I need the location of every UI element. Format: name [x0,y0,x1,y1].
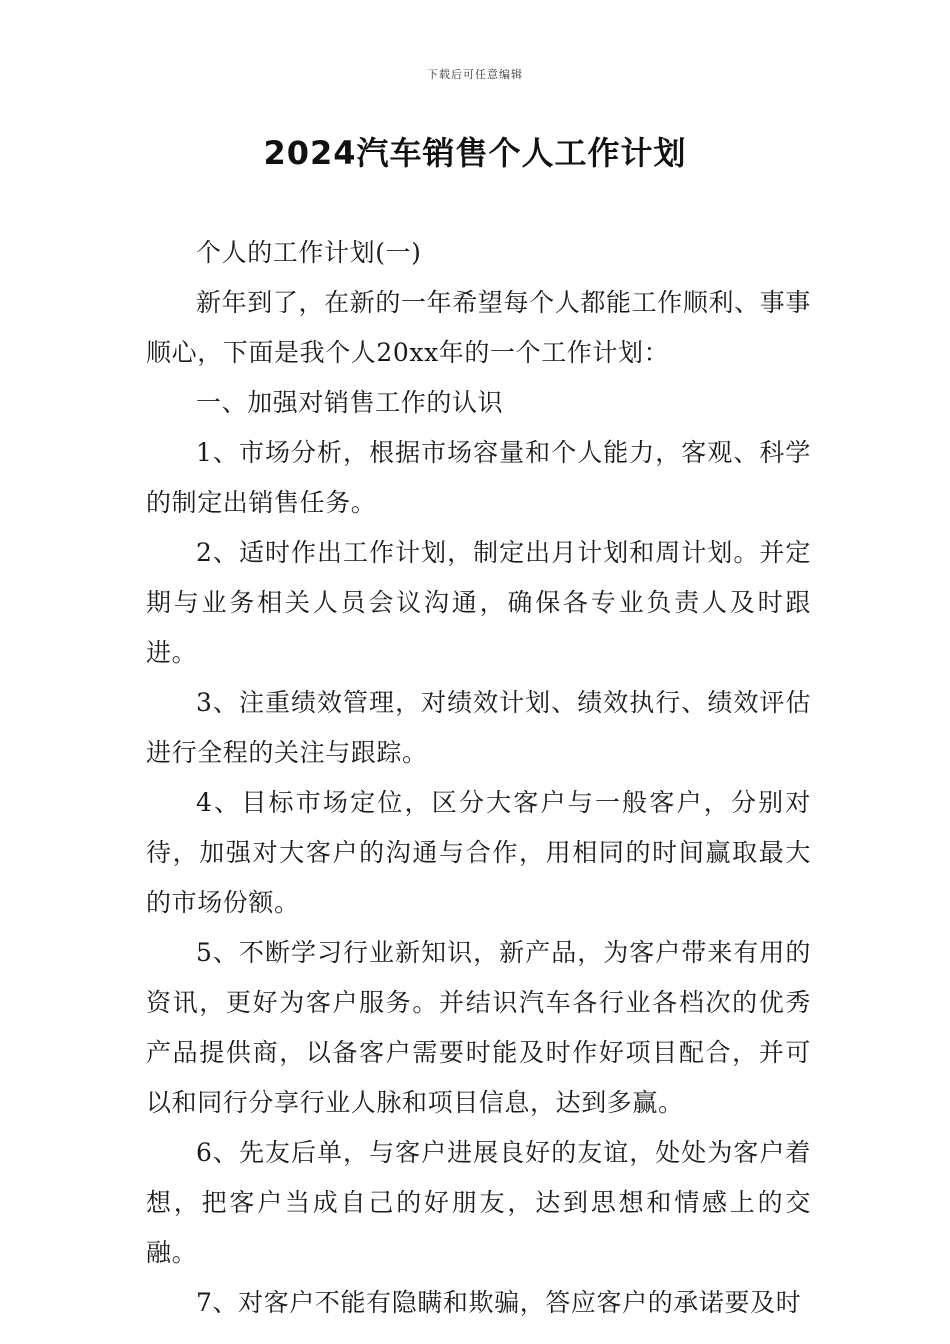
paragraph-item-5: 5、不断学习行业新知识，新产品，为客户带来有用的资讯，更好为客户服务。并结识汽车各行业各档次的优秀产品提供商，以备客户需要时能及时作好项目配合，并可以和同行分享行业人脉和项目信息，达到多赢。 [146,938,811,1117]
paragraph-item-4: 4、目标市场定位，区分大客户与一般客户，分别对待，加强对大客户的沟通与合作，用相同的时间赢取最大的市场份额。 [146,788,811,917]
paragraph-item-2: 2、适时作出工作计划，制定出月计划和周计划。并定期与业务相关人员会议沟通，确保各专业负责人及时跟进。 [146,538,811,667]
paragraph-intro: 新年到了，在新的一年希望每个人都能工作顺利、事事顺心，下面是我个人20xx年的一个工作计划： [146,288,811,367]
paragraph-item-3: 3、注重绩效管理，对绩效计划、绩效执行、绩效评估进行全程的关注与跟踪。 [146,688,811,767]
paragraph-subheading: 一、加强对销售工作的认识 [196,388,504,417]
paragraph-section-heading: 个人的工作计划(一) [196,238,422,267]
paragraph-item-1: 1、市场分析，根据市场容量和个人能力，客观、科学的制定出销售任务。 [146,438,811,517]
document-body [146,228,811,1328]
paragraph-item-6: 6、先友后单，与客户进展良好的友谊，处处为客户着想，把客户当成自己的好朋友，达到思想和情感上的交融。 [146,1138,811,1267]
document-title: 2024汽车销售个人工作计划 [263,134,687,172]
header-note: 下载后可任意编辑 [427,68,523,81]
paragraph-item-7: 7、对客户不能有隐瞒和欺骗，答应客户的承诺要及时 [196,1288,802,1317]
